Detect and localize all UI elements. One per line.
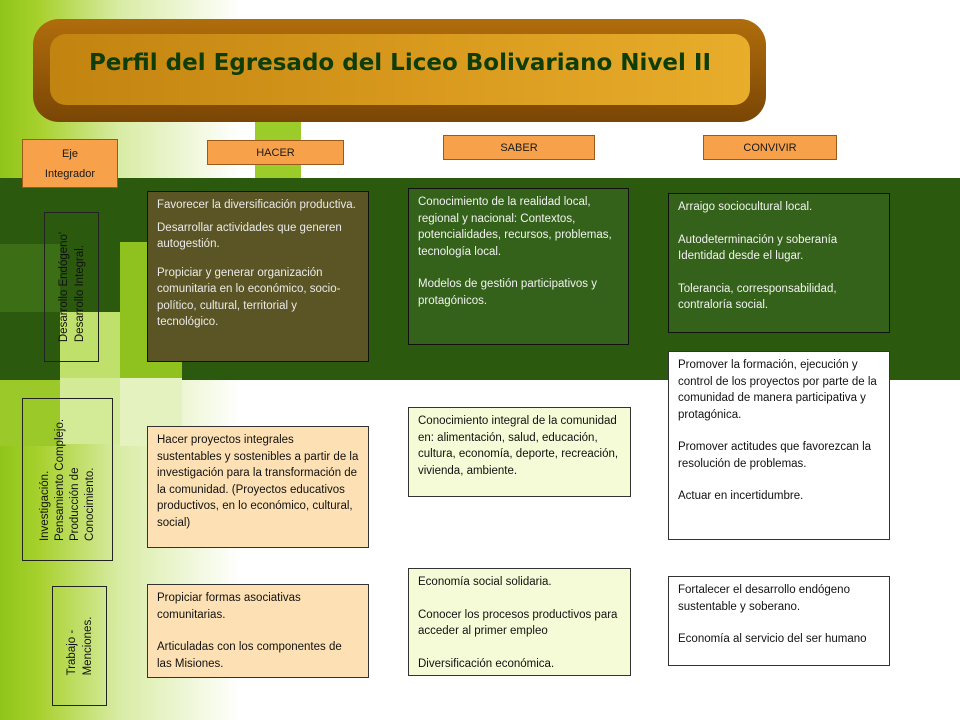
eje-trabajo — [52, 586, 107, 706]
box-text: Diversificación económica. — [418, 657, 555, 670]
eje-text-line: Investigación. — [38, 470, 51, 541]
hacer-box-row2 — [147, 426, 369, 548]
header-convivir: CONVIVIR — [703, 135, 837, 160]
eje-label-row1 — [56, 232, 88, 342]
header-eje-line2: Integrador — [44, 167, 96, 180]
page-title: Perfil del Egresado del Liceo Bolivariano Nivel II — [88, 50, 712, 76]
box-text: Conocimiento de la realidad local, regional y nacional: Contextos, potencialidades, recursos, problemas, tecnología local. — [418, 196, 612, 258]
header-hacer: HACER — [207, 140, 344, 165]
eje-text-line: Producción de — [68, 467, 81, 541]
box-text: Economía social solidaria. — [418, 576, 552, 588]
box-text: Tolerancia, corresponsabilidad, contraloría social. — [678, 282, 837, 311]
box-text: Promover actitudes que favorezcan la resolución de problemas. — [678, 441, 872, 470]
box-text: Economía al servicio del ser humano — [678, 633, 867, 645]
box-text: Autodeterminación y soberanía Identidad desde el lugar. — [678, 233, 838, 262]
saber-box-row1 — [408, 188, 629, 345]
eje-label-row3 — [64, 617, 96, 676]
box-text: Conocer los procesos productivos para acceder al primer empleo — [418, 608, 618, 637]
convivir-box-row1 — [668, 193, 890, 333]
eje-investigacion — [22, 398, 113, 561]
saber-box-row3 — [408, 568, 631, 676]
eje-text-line: Conocimiento. — [83, 467, 96, 541]
box-text: Conocimiento integral de la comunidad en: alimentación, salud, educación, cultura, economía, deporte, recreación, vivienda, ambiente. — [418, 415, 619, 477]
header-eje-integrador — [22, 139, 118, 188]
box-text: Actuar en incertidumbre. — [678, 490, 804, 502]
convivir-box-row3 — [668, 576, 890, 666]
header-eje-line1: Eje — [62, 147, 78, 160]
convivir-box-row2 — [668, 351, 890, 540]
saber-box-row2 — [408, 407, 631, 497]
eje-text-line: Menciones. — [81, 616, 94, 676]
box-text: Favorecer la diversificación productiva. — [157, 199, 356, 211]
eje-text-line: Pensamiento Complejo. — [53, 418, 66, 541]
eje-text-line: Desarrollo Endógeno' — [57, 231, 70, 343]
box-text: Desarrollar actividades que generen autogestión. — [157, 221, 342, 250]
box-text: Promover la formación, ejecución y control de los proyectos por parte de la comunidad de manera participativa y protagónica. — [678, 359, 877, 421]
box-text: Arraigo sociocultural local. — [678, 201, 813, 213]
box-text: Propiciar y generar organización comunitaria en lo económico, socio-político, cultural, territorial y tecnológico. — [157, 266, 341, 328]
box-text: Propiciar formas asociativas comunitarias. — [157, 592, 301, 621]
hacer-box-row3 — [147, 584, 369, 678]
header-saber: SABER — [443, 135, 595, 160]
box-text: Hacer proyectos integrales sustentables y sostenibles a partir de la investigación para la transformación de la comunidad. (Proyectos educativos productivos, en lo económico, cultural, social) — [157, 434, 359, 529]
eje-text-line: Desarrollo Integral. — [73, 244, 86, 343]
box-text: Articuladas con los componentes de las Misiones. — [157, 641, 342, 670]
hacer-box-row1 — [147, 191, 369, 362]
box-text: Fortalecer el desarrollo endógeno sustentable y soberano. — [678, 584, 850, 613]
eje-text-line: Trabajo - — [65, 629, 78, 676]
eje-label-row2 — [38, 418, 98, 540]
eje-desarrollo-endogeno — [44, 212, 99, 362]
box-text: Modelos de gestión participativos y protagónicos. — [418, 278, 597, 307]
